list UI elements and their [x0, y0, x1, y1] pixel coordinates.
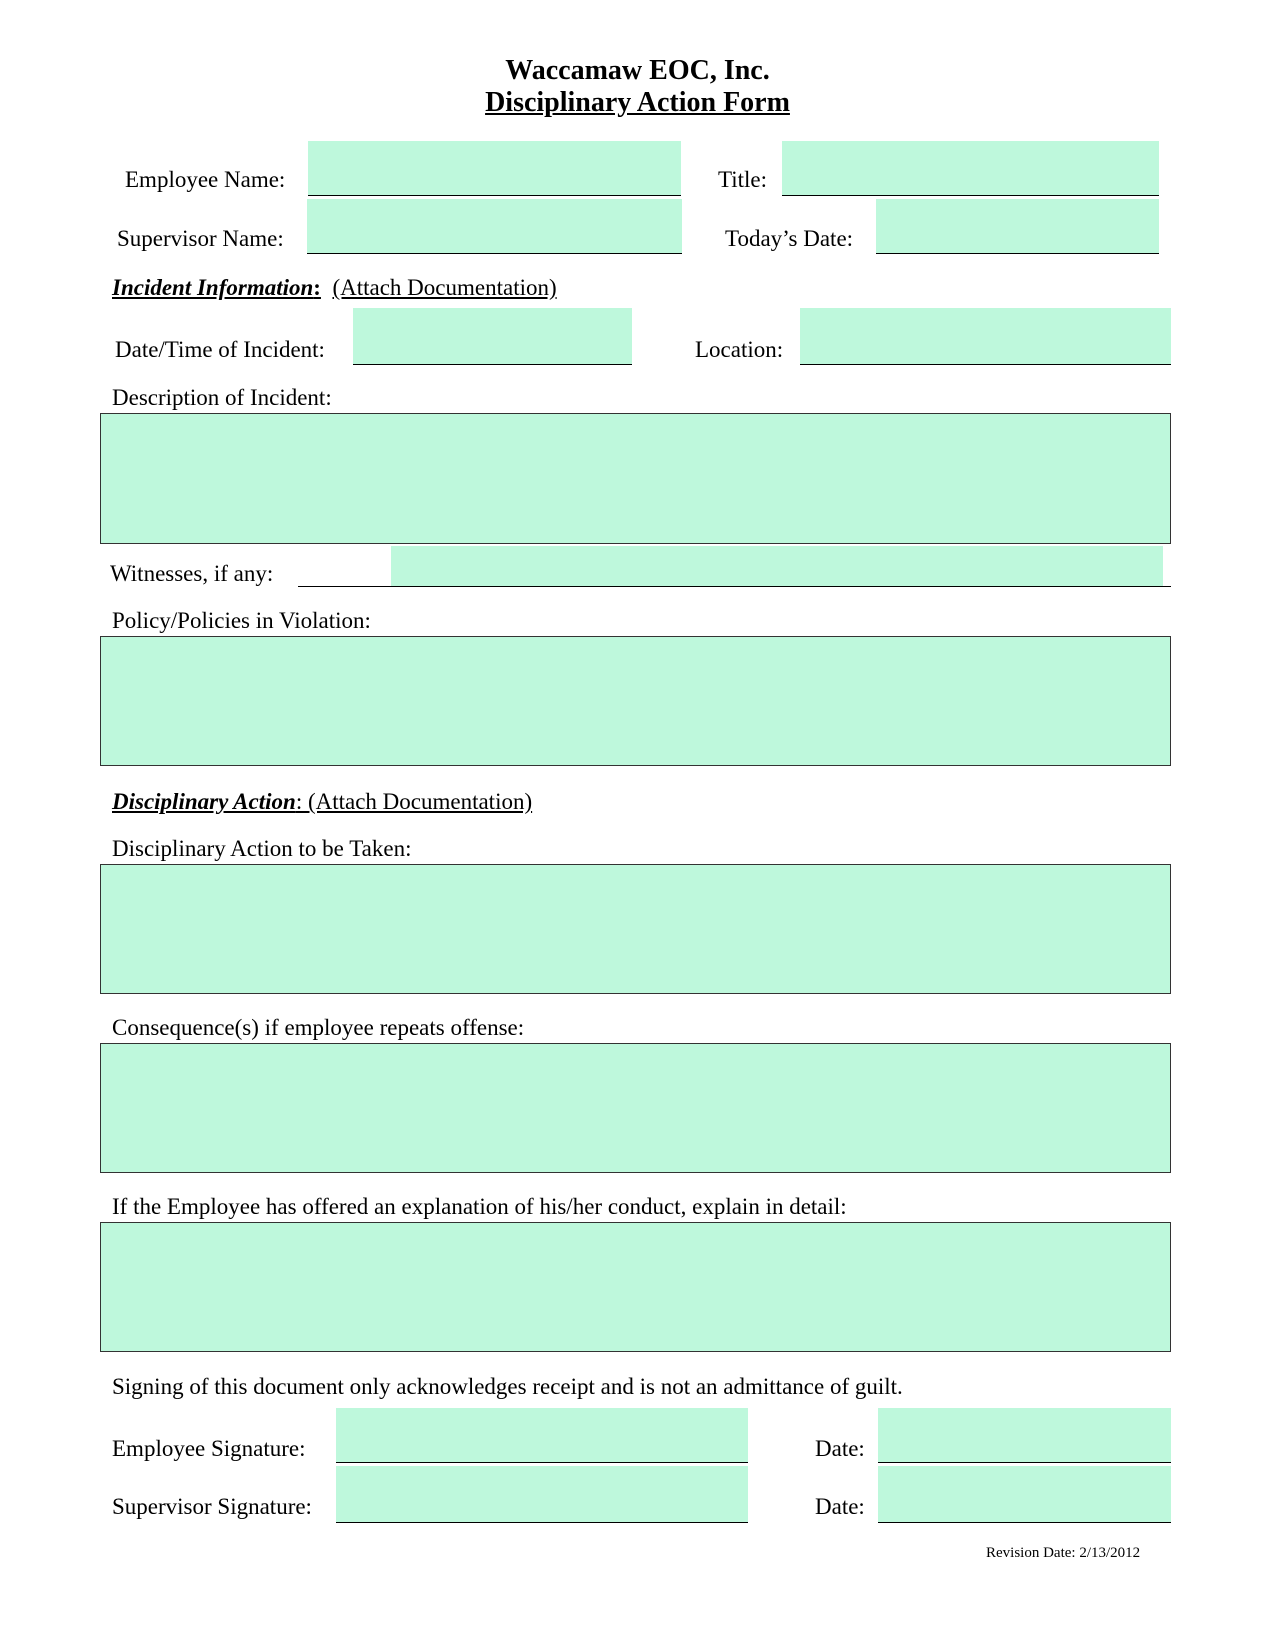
disciplinary-action-heading	[112, 789, 532, 815]
employee-name-label: Employee Name:	[125, 167, 286, 192]
incident-info-heading-colon: :	[313, 275, 321, 300]
employee-name-field[interactable]	[308, 141, 681, 196]
disciplinary-action-note: : (Attach Documentation)	[295, 789, 533, 814]
action-taken-field[interactable]	[100, 864, 1171, 994]
explanation-field[interactable]	[100, 1222, 1171, 1352]
witnesses-label: Witnesses, if any:	[110, 561, 274, 586]
todays-date-label: Today’s Date:	[725, 226, 854, 251]
incident-datetime-label: Date/Time of Incident:	[115, 337, 325, 362]
title-field[interactable]	[782, 141, 1159, 196]
employee-signature-field[interactable]	[336, 1408, 748, 1463]
witnesses-underline	[298, 586, 1171, 587]
incident-info-heading-text: Incident Information	[112, 275, 314, 300]
todays-date-field[interactable]	[876, 199, 1159, 254]
employee-signature-date-label: Date:	[815, 1436, 865, 1461]
explanation-label: If the Employee has offered an explanation of his/her conduct, explain in detail:	[112, 1194, 847, 1219]
policies-label: Policy/Policies in Violation:	[112, 608, 371, 633]
supervisor-signature-field[interactable]	[336, 1466, 748, 1523]
disciplinary-action-heading-text: Disciplinary Action	[112, 789, 296, 814]
consequence-label: Consequence(s) if employee repeats offense:	[112, 1015, 525, 1040]
witnesses-field[interactable]	[391, 546, 1163, 586]
incident-info-note: (Attach Documentation)	[332, 275, 557, 300]
description-label: Description of Incident:	[112, 385, 332, 410]
acknowledgement-notice: Signing of this document only acknowledges receipt and is not an admittance of guilt.	[112, 1374, 903, 1399]
supervisor-signature-date-field[interactable]	[878, 1466, 1171, 1523]
supervisor-name-field[interactable]	[307, 199, 682, 254]
action-taken-label: Disciplinary Action to be Taken:	[112, 836, 412, 861]
description-field[interactable]	[100, 413, 1171, 544]
policies-field[interactable]	[100, 636, 1171, 766]
title-label: Title:	[718, 167, 768, 192]
supervisor-name-label: Supervisor Name:	[117, 226, 284, 251]
organization-name: Waccamaw EOC, Inc.	[505, 55, 770, 86]
employee-signature-date-field[interactable]	[878, 1408, 1171, 1463]
location-label: Location:	[695, 337, 784, 362]
incident-datetime-field[interactable]	[353, 308, 632, 365]
revision-date: Revision Date: 2/13/2012	[986, 1545, 1141, 1561]
consequence-field[interactable]	[100, 1043, 1171, 1173]
form-title-text: Disciplinary Action Form	[485, 87, 790, 118]
supervisor-signature-label: Supervisor Signature:	[112, 1494, 312, 1519]
location-field[interactable]	[800, 308, 1171, 365]
incident-info-heading	[112, 275, 557, 301]
supervisor-signature-date-label: Date:	[815, 1494, 865, 1519]
employee-signature-label: Employee Signature:	[112, 1436, 306, 1461]
form-title	[0, 87, 1275, 119]
